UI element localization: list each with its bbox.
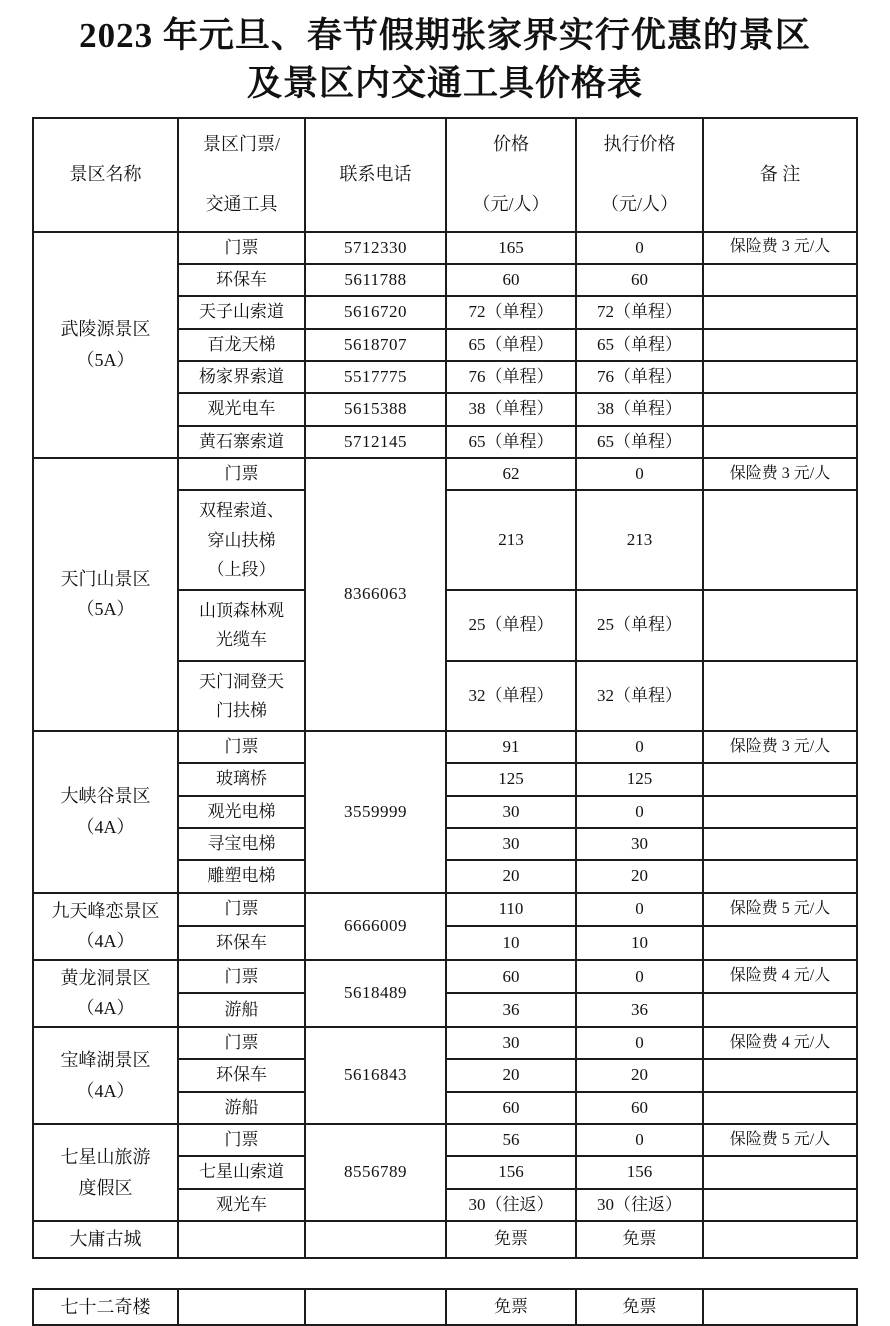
text-line: （5A） (76, 349, 135, 370)
header-text: 联系电话 (339, 163, 412, 184)
remark-cell (703, 860, 857, 892)
price-cell: 56 (446, 1124, 576, 1156)
price-cell: 36 (446, 993, 576, 1027)
exec-price-cell: 72（单程） (576, 296, 703, 328)
ticket-item-cell: 杨家界索道 (178, 361, 305, 393)
exec-price-cell: 免票 (576, 1221, 703, 1258)
phone-cell (305, 1221, 446, 1258)
phone-cell: 6666009 (305, 893, 446, 960)
table-row (33, 1221, 857, 1258)
ticket-item-cell: 门票 (178, 960, 305, 994)
remark-cell (703, 828, 857, 860)
price-cell: 213 (446, 490, 576, 590)
ticket-item-cell: 黄石寨索道 (178, 426, 305, 458)
exec-price-cell: 20 (576, 860, 703, 892)
exec-price-cell: 0 (576, 731, 703, 763)
remark-cell (703, 590, 857, 660)
price-cell: 38（单程） (446, 393, 576, 425)
text-line: 七星山旅游 (60, 1147, 151, 1168)
remark-cell (703, 426, 857, 458)
ticket-item-cell: 游船 (178, 1092, 305, 1124)
price-table-body (33, 232, 857, 1326)
ticket-item-cell: 环保车 (178, 926, 305, 960)
exec-price-cell: 38（单程） (576, 393, 703, 425)
exec-price-cell: 0 (576, 1027, 703, 1059)
price-cell: 60 (446, 1092, 576, 1124)
phone-cell: 5618707 (305, 329, 446, 361)
price-cell: 165 (446, 232, 576, 264)
header-cell-ticket-item (178, 118, 305, 232)
page-title-line-1: 2023 年元旦、春节假期张家界实行优惠的景区 (79, 16, 811, 55)
exec-price-cell: 60 (576, 1092, 703, 1124)
price-cell: 60 (446, 264, 576, 296)
price-cell: 免票 (446, 1221, 576, 1258)
price-table (32, 117, 858, 1326)
remark-cell (703, 296, 857, 328)
price-cell: 20 (446, 860, 576, 892)
remark-cell: 保险费 3 元/人 (703, 731, 857, 763)
exec-price-cell: 0 (576, 1124, 703, 1156)
exec-price-cell: 0 (576, 458, 703, 490)
ticket-item-cell: 环保车 (178, 1059, 305, 1091)
price-cell: 110 (446, 893, 576, 927)
text-line: 宝峰湖景区 (60, 1050, 151, 1070)
text-line: 天门洞登天 (199, 671, 284, 691)
price-cell: 91 (446, 731, 576, 763)
header-text: 交通工具 (205, 193, 278, 214)
ticket-item-cell (178, 1289, 305, 1326)
exec-price-cell: 32（单程） (576, 661, 703, 731)
header-cell-remark (703, 118, 857, 232)
ticket-item-cell: 百龙天梯 (178, 329, 305, 361)
table-row (33, 458, 857, 490)
phone-cell: 8556789 (305, 1124, 446, 1221)
text-line: 山顶森林观 (199, 601, 284, 621)
exec-price-cell: 25（单程） (576, 590, 703, 660)
table-row (33, 1027, 857, 1059)
ticket-item-cell: 观光车 (178, 1189, 305, 1221)
phone-cell: 3559999 (305, 731, 446, 893)
table-row (33, 731, 857, 763)
price-cell: 30 (446, 828, 576, 860)
header-text: 景区门票/ (202, 133, 280, 154)
exec-price-cell: 0 (576, 960, 703, 994)
text-line: 黄龙洞景区 (60, 967, 151, 988)
header-cell-scenic-name (33, 118, 178, 232)
ticket-item-cell: 玻璃桥 (178, 763, 305, 795)
price-cell: 76（单程） (446, 361, 576, 393)
exec-price-cell: 20 (576, 1059, 703, 1091)
text-line: 穿山扶梯 (207, 530, 276, 550)
price-cell: 25（单程） (446, 590, 576, 660)
text-line: 天门山景区 (60, 568, 151, 589)
text-line: （4A） (76, 816, 135, 837)
header-text: （元/人） (600, 193, 678, 214)
exec-price-cell: 76（单程） (576, 361, 703, 393)
scenic-name-cell (33, 1027, 178, 1124)
table-row (33, 1289, 857, 1326)
price-cell: 62 (446, 458, 576, 490)
phone-cell: 5611788 (305, 264, 446, 296)
exec-price-cell: 0 (576, 796, 703, 828)
ticket-item-cell (178, 590, 305, 660)
ticket-item-cell: 门票 (178, 458, 305, 490)
remark-cell: 保险费 3 元/人 (703, 232, 857, 264)
scenic-name-cell (33, 232, 178, 458)
phone-cell: 5712145 (305, 426, 446, 458)
price-cell: 156 (446, 1156, 576, 1188)
text-line: 七十二奇楼 (60, 1296, 151, 1317)
scenic-name-cell (33, 960, 178, 1027)
remark-cell (703, 1289, 857, 1326)
ticket-item-cell: 门票 (178, 1027, 305, 1059)
text-line: 大庸古城 (69, 1229, 142, 1250)
exec-price-cell: 65（单程） (576, 426, 703, 458)
phone-cell: 5712330 (305, 232, 446, 264)
ticket-item-cell: 观光电车 (178, 393, 305, 425)
price-cell: 32（单程） (446, 661, 576, 731)
remark-cell (703, 1092, 857, 1124)
price-cell: 30 (446, 796, 576, 828)
text-line: 九天峰恋景区 (51, 900, 160, 921)
remark-cell: 保险费 4 元/人 (703, 1027, 857, 1059)
price-cell: 125 (446, 763, 576, 795)
text-line: 大峡谷景区 (60, 786, 151, 807)
scenic-name-cell (33, 731, 178, 893)
remark-cell (703, 796, 857, 828)
header-text: （元/人） (472, 193, 550, 214)
price-cell: 10 (446, 926, 576, 960)
remark-cell: 保险费 5 元/人 (703, 1124, 857, 1156)
text-line: （4A） (76, 998, 135, 1019)
exec-price-cell: 65（单程） (576, 329, 703, 361)
ticket-item-cell: 环保车 (178, 264, 305, 296)
ticket-item-cell: 观光电梯 (178, 796, 305, 828)
exec-price-cell: 0 (576, 893, 703, 927)
exec-price-cell: 30 (576, 828, 703, 860)
ticket-item-cell: 门票 (178, 893, 305, 927)
text-line: 武陵源景区 (60, 319, 151, 340)
exec-price-cell: 156 (576, 1156, 703, 1188)
ticket-item-cell (178, 1221, 305, 1258)
text-line: 光缆车 (216, 630, 267, 650)
ticket-item-cell: 天子山索道 (178, 296, 305, 328)
scenic-name-cell (33, 893, 178, 960)
exec-price-cell: 10 (576, 926, 703, 960)
text-line: 度假区 (78, 1177, 133, 1198)
scenic-name-cell (33, 1124, 178, 1221)
phone-cell: 5618489 (305, 960, 446, 1027)
header-text: 执行价格 (603, 133, 676, 154)
table-row (33, 232, 857, 264)
exec-price-cell: 36 (576, 993, 703, 1027)
exec-price-cell: 0 (576, 232, 703, 264)
header-text: 价格 (493, 133, 529, 154)
ticket-item-cell (178, 661, 305, 731)
exec-price-cell: 125 (576, 763, 703, 795)
table-row (33, 960, 857, 994)
text-line: （上段） (207, 559, 276, 579)
ticket-item-cell: 寻宝电梯 (178, 828, 305, 860)
ticket-item-cell: 七星山索道 (178, 1156, 305, 1188)
page-title-line-2: 及景区内交通工具价格表 (246, 64, 643, 104)
remark-cell (703, 661, 857, 731)
ticket-item-cell: 门票 (178, 232, 305, 264)
text-line: 门扶梯 (216, 700, 267, 720)
scenic-name-cell (33, 458, 178, 731)
ticket-item-cell: 门票 (178, 731, 305, 763)
remark-cell (703, 490, 857, 590)
header-cell-exec-price (576, 118, 703, 232)
price-cell: 60 (446, 960, 576, 994)
remark-cell (703, 329, 857, 361)
remark-cell: 保险费 5 元/人 (703, 893, 857, 927)
text-line: （4A） (76, 1080, 135, 1101)
table-row (33, 893, 857, 927)
phone-cell: 5615388 (305, 393, 446, 425)
scenic-name-cell (33, 1221, 178, 1258)
page-title (18, 12, 872, 109)
remark-cell (703, 264, 857, 296)
header-cell-phone (305, 118, 446, 232)
section-gap-cell (33, 1258, 857, 1289)
text-line: （4A） (76, 931, 135, 952)
exec-price-cell: 30（往返） (576, 1189, 703, 1221)
ticket-item-cell (178, 490, 305, 590)
exec-price-cell: 免票 (576, 1289, 703, 1326)
price-cell: 30（往返） (446, 1189, 576, 1221)
phone-cell: 5517775 (305, 361, 446, 393)
price-cell: 65（单程） (446, 329, 576, 361)
price-cell: 免票 (446, 1289, 576, 1326)
remark-cell (703, 1221, 857, 1258)
header-text: 景区名称 (69, 163, 142, 184)
header-cell-price (446, 118, 576, 232)
remark-cell (703, 361, 857, 393)
remark-cell: 保险费 4 元/人 (703, 960, 857, 994)
remark-cell (703, 926, 857, 960)
text-line: 双程索道、 (199, 501, 284, 521)
phone-cell: 5616843 (305, 1027, 446, 1124)
header-text: 备 注 (759, 163, 801, 184)
ticket-item-cell: 雕塑电梯 (178, 860, 305, 892)
remark-cell (703, 1059, 857, 1091)
price-cell: 30 (446, 1027, 576, 1059)
exec-price-cell: 213 (576, 490, 703, 590)
remark-cell (703, 1189, 857, 1221)
ticket-item-cell: 游船 (178, 993, 305, 1027)
phone-cell: 5616720 (305, 296, 446, 328)
remark-cell (703, 763, 857, 795)
remark-cell (703, 1156, 857, 1188)
remark-cell: 保险费 3 元/人 (703, 458, 857, 490)
phone-cell (305, 1289, 446, 1326)
ticket-item-cell: 门票 (178, 1124, 305, 1156)
text-line: （5A） (76, 599, 135, 620)
exec-price-cell: 60 (576, 264, 703, 296)
remark-cell (703, 993, 857, 1027)
table-row (33, 1124, 857, 1156)
remark-cell (703, 393, 857, 425)
scenic-name-cell (33, 1289, 178, 1326)
price-cell: 20 (446, 1059, 576, 1091)
section-gap (33, 1258, 857, 1289)
price-cell: 72（单程） (446, 296, 576, 328)
price-cell: 65（单程） (446, 426, 576, 458)
table-header-row (33, 118, 857, 232)
phone-cell: 8366063 (305, 458, 446, 731)
